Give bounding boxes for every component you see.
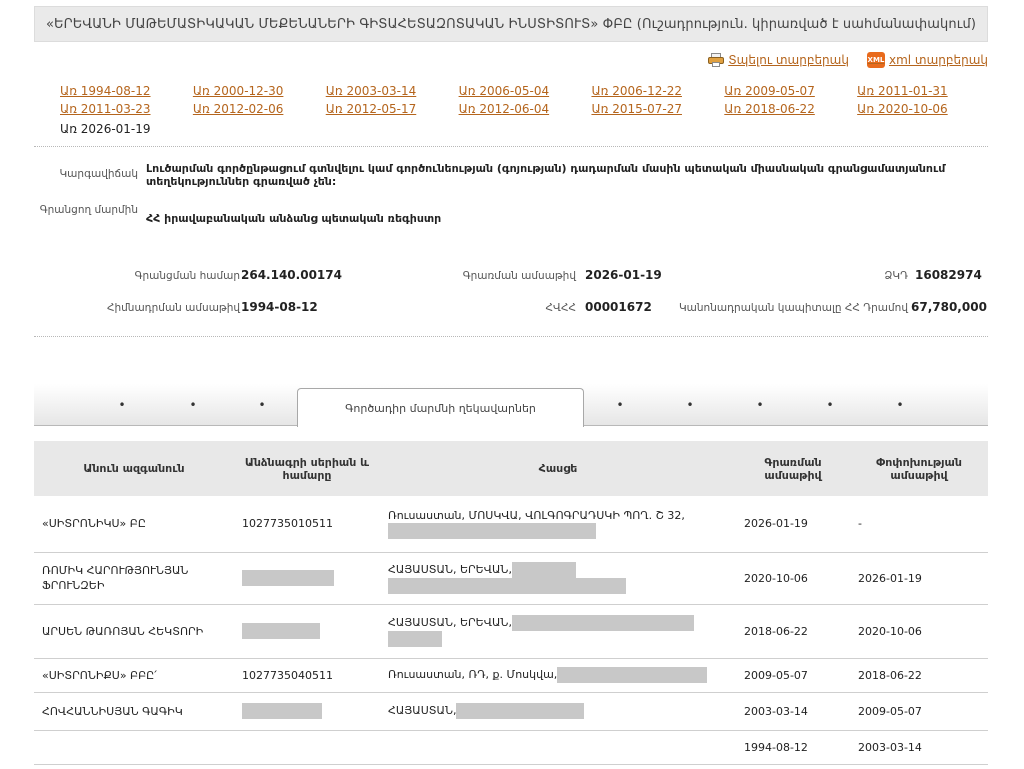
redacted-block	[388, 578, 626, 594]
export-links	[708, 52, 988, 68]
redacted-block	[242, 703, 322, 719]
cell-address	[380, 496, 736, 552]
tab-dot[interactable]: •	[258, 398, 266, 412]
table-row	[34, 604, 988, 658]
cell-change-date: 2020-10-06	[850, 604, 988, 658]
cell-address	[380, 692, 736, 730]
history-date-link[interactable]: Առ 2003-03-14	[325, 84, 417, 98]
status-value: Լուծարման գործընթացում գտնվելու կամ գործունեության (գոյության) դադարման մասին պետական միասնական գրանցամատյանում տեղեկություններ գրառված չեն:	[146, 162, 946, 188]
tab-dot[interactable]: •	[756, 398, 764, 412]
entry-date-value: 2026-01-19	[585, 268, 662, 282]
section-tabs	[34, 384, 988, 426]
entry-date-label: Գրառման ամսաթիվ	[462, 270, 576, 282]
capital-value: 67,780,000	[911, 300, 987, 314]
history-date-link[interactable]: Առ 2012-05-17	[325, 102, 417, 116]
column-header-address: Հասցե	[380, 441, 736, 496]
cell-passport: 1027735040511	[234, 658, 380, 692]
cell-address	[380, 658, 736, 692]
redacted-block	[512, 562, 576, 578]
address-text: Ռուսաստան, ՌԴ, ք. Մոսկվա,	[388, 668, 558, 681]
cell-change-date: 2009-05-07	[850, 692, 988, 730]
tab-dot[interactable]: •	[896, 398, 904, 412]
page-title: «ԵՐԵՎԱՆԻ ՄԱԹԵՄԱՏԻԿԱԿԱՆ ՄԵՔԵՆԱՆԵՐԻ ԳԻՏԱՀԵՏԱԶՈՏԱԿԱՆ ԻՆՍՏԻՏՈՒՏ» ՓԲԸ (Ուշադրություն. կիրառված է սահմանափակում)	[45, 16, 977, 32]
hvhh-label: ՀՎՀՀ	[545, 302, 576, 314]
redacted-block	[512, 615, 694, 631]
history-date-link[interactable]: Առ 2006-05-04	[458, 84, 550, 98]
cell-address	[380, 730, 736, 764]
address-text: ՀԱՅԱՍՏԱՆ, ԵՐԵՎԱՆ,	[388, 616, 512, 629]
tab-dot[interactable]: •	[189, 398, 197, 412]
tin-value: 16082974	[915, 268, 982, 282]
history-dates-row-1	[60, 84, 990, 102]
reg-number-label: Գրանցման համար	[134, 270, 240, 282]
table-row	[34, 552, 988, 604]
founding-date-label: Հիմնադրման ամսաթիվ	[106, 302, 240, 314]
table-header-row	[34, 441, 988, 496]
tab-dot[interactable]: •	[616, 398, 624, 412]
tab-dot[interactable]: •	[686, 398, 694, 412]
address-text: ՀԱՅԱՍՏԱՆ,	[388, 704, 457, 717]
column-header-name: Անուն ազգանուն	[34, 441, 234, 496]
cell-entry-date: 2026-01-19	[736, 496, 850, 552]
hvhh-value: 00001672	[585, 300, 652, 314]
history-date-link[interactable]: Առ 2006-12-22	[591, 84, 682, 98]
xml-version-label: xml տարբերակ	[888, 53, 988, 67]
column-header-change-date: Փոփոխության ամսաթիվ	[850, 441, 988, 496]
cell-address	[380, 604, 736, 658]
cell-passport: 1027735010511	[234, 496, 380, 552]
current-date: Առ 2026-01-19	[60, 122, 151, 136]
redacted-block	[456, 703, 584, 719]
cell-name: ՌՈՄԻԿ ՀԱՐՈՒԹՅՈՒՆՅԱՆ ՖՐՈՒՆԶԵԻ	[34, 552, 234, 604]
xml-icon: XML	[867, 52, 885, 68]
history-date-link[interactable]: Առ 2015-07-27	[591, 102, 682, 116]
tin-label: ՁԿԴ	[884, 270, 908, 282]
redacted-block	[557, 667, 707, 683]
cell-name: «ՍԻՏՐՈՆԻԿՍ» ԲԸ	[34, 496, 234, 552]
cell-entry-date: 2018-06-22	[736, 604, 850, 658]
cell-change-date: 2018-06-22	[850, 658, 988, 692]
cell-entry-date: 2020-10-06	[736, 552, 850, 604]
founding-date-value: 1994-08-12	[241, 300, 318, 314]
history-date-link[interactable]: Առ 2011-03-23	[60, 102, 151, 116]
table-row	[34, 730, 988, 764]
history-date-link[interactable]: Առ 2011-01-31	[857, 84, 948, 98]
tab-dot[interactable]: •	[826, 398, 834, 412]
page-title-bar	[34, 6, 988, 42]
capital-label: Կանոնադրական կապիտալը ՀՀ Դրամով	[678, 302, 908, 314]
printer-icon	[708, 53, 724, 67]
history-date-link[interactable]: Առ 2009-05-07	[724, 84, 815, 98]
history-date-link[interactable]: Առ 2012-02-06	[192, 102, 284, 116]
history-date-link[interactable]: Առ 2020-10-06	[857, 102, 948, 116]
cell-address	[380, 552, 736, 604]
divider	[34, 336, 988, 337]
registrar-value: ՀՀ իրավաբանական անձանց պետական ռեգիստր	[146, 212, 442, 225]
reg-number-value: 264.140.00174	[241, 268, 342, 282]
redacted-block	[242, 570, 334, 586]
cell-passport	[234, 692, 380, 730]
history-date-link[interactable]: Առ 2012-06-04	[458, 102, 550, 116]
address-text: Ռուսաստան, ՄՈՍԿՎԱ, ՎՈԼԳՈԳՐԱԴՍԿԻ ՊՈՂ. Շ 32,	[388, 509, 685, 523]
cell-entry-date: 2009-05-07	[736, 658, 850, 692]
tab-executive-heads-label: Գործադիր մարմնի ղեկավարներ	[345, 401, 536, 415]
cell-passport	[234, 552, 380, 604]
redacted-block	[388, 631, 442, 647]
table-row	[34, 658, 988, 692]
cell-entry-date: 2003-03-14	[736, 692, 850, 730]
redacted-block	[242, 623, 320, 639]
cell-change-date: 2003-03-14	[850, 730, 988, 764]
cell-entry-date: 1994-08-12	[736, 730, 850, 764]
xml-version-link[interactable]	[867, 52, 988, 68]
executives-table	[34, 441, 988, 765]
cell-name: ՀՈՎՀԱՆՆԻՍՅԱՆ ԳԱԳԻԿ	[34, 692, 234, 730]
cell-change-date: -	[850, 496, 988, 552]
column-header-passport: Անձնագրի սերիան և համարը	[234, 441, 380, 496]
divider	[34, 146, 988, 147]
tab-dot[interactable]: •	[118, 398, 126, 412]
print-version-link[interactable]	[708, 53, 849, 67]
cell-passport	[234, 730, 380, 764]
cell-name: ԱՐՍԵՆ ԹԱՌՈՅԱՆ ՀԵԿՏՈՐԻ	[34, 604, 234, 658]
cell-name	[34, 730, 234, 764]
print-version-label: Տպելու տարբերակ	[728, 53, 849, 67]
registrar-label: Գրանցող մարմին	[39, 204, 138, 216]
status-label: Կարգավիճակ	[59, 168, 138, 180]
history-dates	[60, 84, 990, 136]
cell-change-date: 2026-01-19	[850, 552, 988, 604]
redacted-block	[388, 523, 596, 539]
table-row	[34, 692, 988, 730]
cell-passport	[234, 604, 380, 658]
history-dates-row-2	[60, 102, 990, 120]
cell-name: «ՍԻՏՐՈՆԻՔՍ» ԲԲԸ՛	[34, 658, 234, 692]
tab-executive-heads[interactable]	[297, 388, 584, 427]
history-date-link[interactable]: Առ 1994-08-12	[60, 84, 151, 98]
address-text: ՀԱՅԱՍՏԱՆ, ԵՐԵՎԱՆ,	[388, 563, 512, 576]
history-date-link[interactable]: Առ 2018-06-22	[724, 102, 815, 116]
column-header-entry-date: Գրառման ամսաթիվ	[736, 441, 850, 496]
table-row	[34, 496, 988, 552]
history-date-link[interactable]: Առ 2000-12-30	[192, 84, 284, 98]
